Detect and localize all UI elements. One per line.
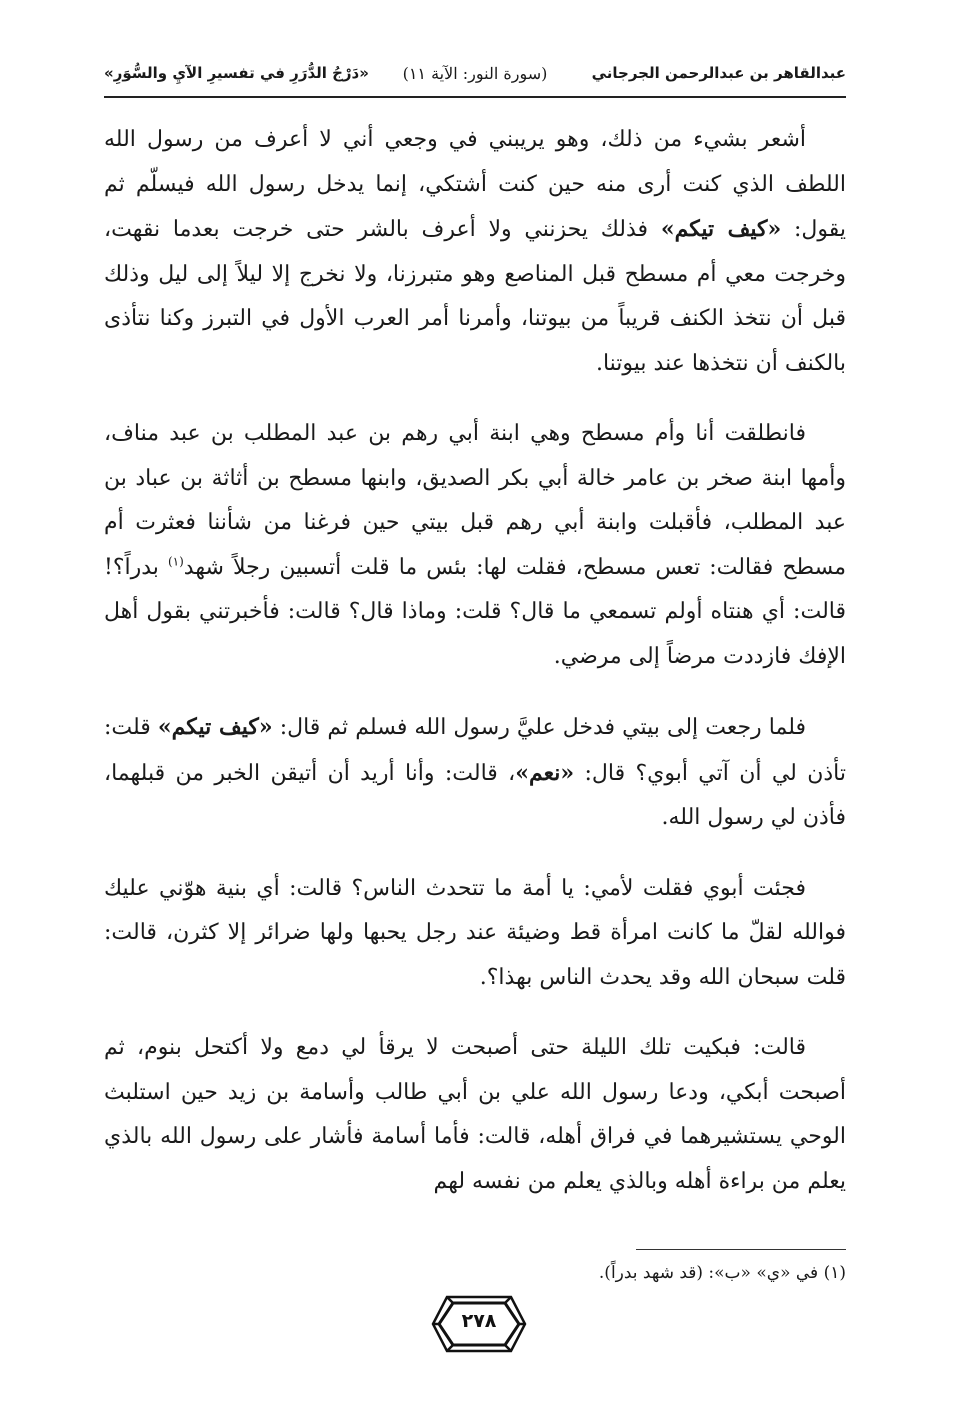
paragraph (104, 867, 846, 1001)
text-run: فجئت أبوي فقلت لأمي: يا أمة ما تتحدث الناس؟ قالت: أي بنية هوّني عليك فوالله لقلّ ما كانت امرأة قط وضيئة عند رجل يحبها ولها ضرائر إلا كثرن، قالت: قلت سبحان الله وقد يحدث الناس بهذا؟. (104, 875, 846, 990)
text-run: قلت: تأذن لي أن آتي أبوي؟ قال: (104, 715, 847, 786)
page-number-ornament (429, 1293, 529, 1355)
footnote-marker: (١) (167, 554, 184, 569)
header-rule (104, 96, 846, 98)
footnote-rule (636, 1249, 846, 1250)
footnote: (١) في «ي» «ب»: (قد شهد بدراً). (598, 1263, 846, 1283)
paragraph (104, 412, 846, 679)
running-header (104, 56, 846, 96)
bold-quote: «كيف تيكم» (660, 216, 782, 242)
paragraph (104, 705, 846, 841)
paragraph (104, 1026, 846, 1204)
header-author: عبدالقاهر بن عبدالرحمن الجرجاني (591, 64, 846, 82)
text-run: فلما رجعت إلى بيتي فدخل عليَّ رسول الله فسلم ثم قال: (272, 715, 806, 740)
paragraph (104, 118, 846, 386)
bold-quote: «كيف تيكم» (157, 714, 273, 740)
text-run: فذلك يحزنني ولا أعرف بالشر حتى خرجت بعدما نقهت، وخرجت معي أم مسطح قبل المناصع وهو متبرزنا، ولا نخرج إلا ليلاً إلى ليل وذلك قبل أن نتخذ الكنف قريباً من بيوتنا، وأمرنا أمر العرب الأول في التبرز وكنا نتأذى بالكنف أن نتخذها عند بيوتنا. (104, 217, 846, 376)
header-book-title: «دَرْجُ الدُّرَرِ في تفسيرِ الآيِ والسُّوَرِ» (104, 64, 369, 82)
text-run: فانطلقت أنا وأم مسطح وهي ابنة أبي رهم بن عبد المطلب بن عبد مناف، وأمها ابنة صخر بن عامر خالة أبي بكر الصديق، وابنها مسطح بن أثاثة بن عباد بن عبد المطلب، فأقبلت وابنة أبي رهم قبل بيتي حين فرغنا من شأننا فعثرت أم مسطح فقالت: تعس مسطح، فقلت لها: بئس ما قلت أتسبين رجلاً شهد (104, 421, 846, 580)
header-surah-reference: (سورة النور: الآية ١١) (402, 64, 548, 83)
text-run: بدراً؟! قالت: أي هنتاه أولم تسمعي ما قال؟ قلت: وماذا قال؟ قالت: فأخبرتني بقول أهل الإفك فازددت مرضاً إلى مرضي. (104, 554, 846, 669)
text-run: قالت: فبكيت تلك الليلة حتى أصبحت لا يرقأ لي دمع ولا أكتحل بنوم، ثم أصبحت أبكي، ودعا رسول الله علي بن أبي طالب وأسامة بن زيد حين استلبث الوحي يستشيرهما في فراق أهله، قالت: فأما أسامة فأشار على رسول الله بالذي يعلم من براءة أهله وبالذي يعلم من نفسه لهم (104, 1035, 846, 1194)
text-run: أشعر بشيء من ذلك، وهو يريبني في وجعي أني لا أعرف من رسول الله اللطف الذي كنت أرى منه حين كنت أشتكي، إنما يدخل رسول الله فيسلّم ثم يقول: (104, 127, 846, 242)
body-text (104, 118, 846, 1204)
page-number: ٢٧٨ (461, 1310, 497, 1332)
bold-quote: «نعم» (515, 759, 575, 786)
text-run: ، قالت: وأنا أريد أن أتيقن الخبر من قبلهما، فأذن لي رسول الله. (104, 760, 846, 830)
